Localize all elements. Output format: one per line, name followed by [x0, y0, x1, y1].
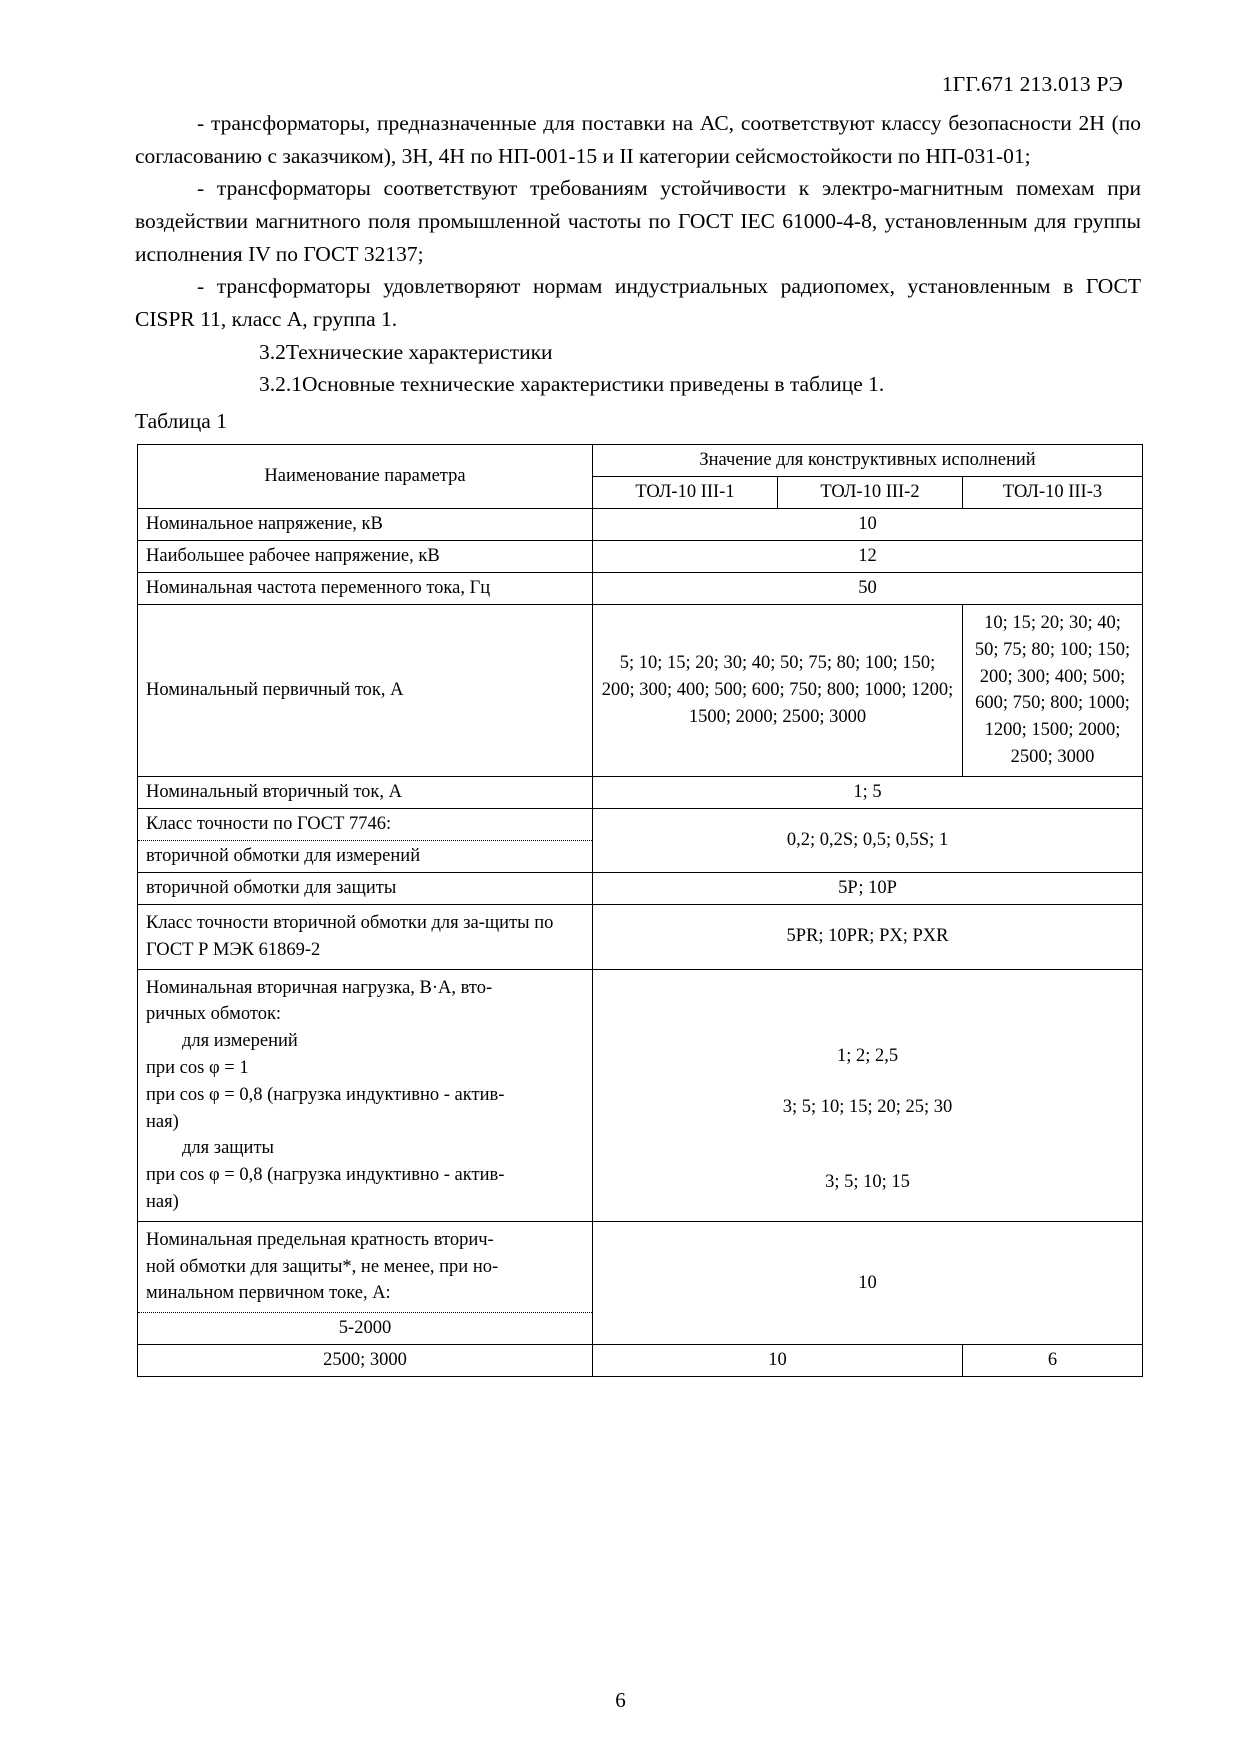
load-value-spacer-top-2 [601, 1019, 1134, 1043]
limit-line-2: ной обмотки для защиты*, не менее, при но- [146, 1256, 499, 1277]
table-header-row-1 [138, 445, 1143, 477]
load-line-6: ная) [146, 1111, 179, 1132]
limit-line-3: минальном первичном токе, А: [146, 1283, 391, 1304]
table-caption: Таблица 1 [135, 409, 227, 434]
row-name [138, 1221, 593, 1312]
page-number: 6 [615, 1688, 626, 1712]
row-name: Класс точности вторичной обмотки для за-щиты по ГОСТ Р МЭК 61869-2 [138, 904, 593, 969]
load-value-protection: 3; 5; 10; 15 [825, 1171, 910, 1192]
row-value-all: 0,2; 0,2S; 0,5; 0,5S; 1 [593, 808, 1143, 872]
load-line-8: при cos φ = 0,8 (нагрузка индуктивно - актив- [146, 1165, 505, 1186]
row-value-tol-1-2: 10 [593, 1345, 963, 1377]
load-line-2: ричных обмоток: [146, 1004, 282, 1025]
header-column-tol-2: ТОЛ-10 III-2 [778, 477, 963, 509]
row-name: Наибольшее рабочее напряжение, кВ [138, 541, 593, 573]
row-value-tol-1-2: 5; 10; 15; 20; 30; 40; 50; 75; 80; 100; 150; 200; 300; 400; 500; 600; 750; 800; 1000; 1200; 1500; 2000; 2500; 3000 [593, 605, 963, 777]
section-3-2 [135, 336, 1141, 369]
paragraph-2: - трансформаторы соответствуют требованиям устойчивости к электро-магнитным помехам при воздействии магнитного поля промышленной частоты по ГОСТ IEC 61000-4-8, установленным для группы исполнения IV по ГОСТ 32137; [135, 176, 1141, 266]
section-3-2-1-title: Основные технические характеристики приведены в таблице 1. [302, 372, 885, 397]
load-value-spacer-mid-3 [601, 1145, 1134, 1169]
table-row-limit-factor [138, 1221, 1143, 1312]
table-row [138, 872, 1143, 904]
paragraph-1: - трансформаторы, предназначенные для поставки на АС, соответствуют классу безопасности 2Н (по согласованию с заказчиком), 3Н, 4Н по НП-001-15 и II категории сейсмостойкости по НП-031-01; [135, 111, 1141, 168]
row-value-all: 1; 5 [593, 776, 1143, 808]
table-row [138, 904, 1143, 969]
load-line-3: для измерений [182, 1031, 298, 1052]
table-row [138, 509, 1143, 541]
row-value-all: 12 [593, 541, 1143, 573]
row-name: Класс точности по ГОСТ 7746: [138, 808, 593, 840]
row-name: Номинальный вторичный ток, А [138, 776, 593, 808]
paragraph-3: - трансформаторы удовлетворяют нормам индустриальных радиопомех, установленным в ГОСТ CISPR 11, класс А, группа 1. [135, 274, 1141, 332]
load-line-1: Номинальная вторичная нагрузка, В·А, вто- [146, 977, 493, 998]
table-row-accuracy-class [138, 808, 1143, 840]
header-column-tol-3: ТОЛ-10 III-3 [963, 477, 1143, 509]
row-value-all: 5PR; 10PR; PX; PXR [593, 904, 1143, 969]
row-value-all: 10 [593, 1221, 1143, 1344]
row-name: Номинальный первичный ток, А [138, 605, 593, 777]
row-name: Номинальная частота переменного тока, Гц [138, 573, 593, 605]
row-name: 5-2000 [138, 1313, 593, 1345]
load-value-spacer-top [601, 995, 1134, 1019]
row-value-all: 50 [593, 573, 1143, 605]
row-name: вторичной обмотки для измерений [138, 840, 593, 872]
load-line-9: ная) [146, 1192, 179, 1213]
section-3-2-number: 3.2 [259, 339, 286, 364]
row-name: 2500; 3000 [138, 1345, 593, 1377]
row-value-all [593, 969, 1143, 1221]
specifications-table [137, 444, 1143, 1377]
header-values-title: Значение для конструктивных исполнений [593, 445, 1143, 477]
section-3-2-1 [135, 368, 1141, 401]
load-value-spacer-mid-2 [601, 1121, 1134, 1145]
row-name [138, 969, 593, 1221]
table-row [138, 573, 1143, 605]
load-value-measurement: 1; 2; 2,5 [836, 1045, 899, 1066]
section-3-2-1-number: 3.2.1 [259, 372, 302, 397]
row-name: вторичной обмотки для защиты [138, 872, 593, 904]
limit-line-1: Номинальная предельная кратность вторич- [146, 1229, 494, 1250]
load-line-5: при cos φ = 0,8 (нагрузка индуктивно - актив- [146, 1084, 505, 1105]
row-value-all: 10 [593, 509, 1143, 541]
table-row-primary-current [138, 605, 1143, 777]
header-parameter-name: Наименование параметра [138, 445, 593, 509]
load-value-measurement-08: 3; 5; 10; 15; 20; 25; 30 [782, 1096, 953, 1117]
row-value-tol-3: 10; 15; 20; 30; 40; 50; 75; 80; 100; 150; 200; 300; 400; 500; 600; 750; 800; 1000; 1200; 1500; 2000; 2500; 3000 [963, 605, 1143, 777]
document-code: 1ГГ.671 213.013 РЭ [941, 72, 1123, 96]
table-row [138, 541, 1143, 573]
table-row [138, 1345, 1143, 1377]
load-value-spacer-mid [601, 1070, 1134, 1094]
row-name: Номинальное напряжение, кВ [138, 509, 593, 541]
row-value-tol-3: 6 [963, 1345, 1143, 1377]
load-line-7: для защиты [182, 1138, 274, 1159]
load-line-4: при cos φ = 1 [146, 1057, 249, 1078]
table-row-secondary-load [138, 969, 1143, 1221]
row-value-all: 5Р; 10Р [593, 872, 1143, 904]
header-column-tol-1: ТОЛ-10 III-1 [593, 477, 778, 509]
section-3-2-title: Технические характеристики [285, 339, 553, 364]
table-row [138, 776, 1143, 808]
